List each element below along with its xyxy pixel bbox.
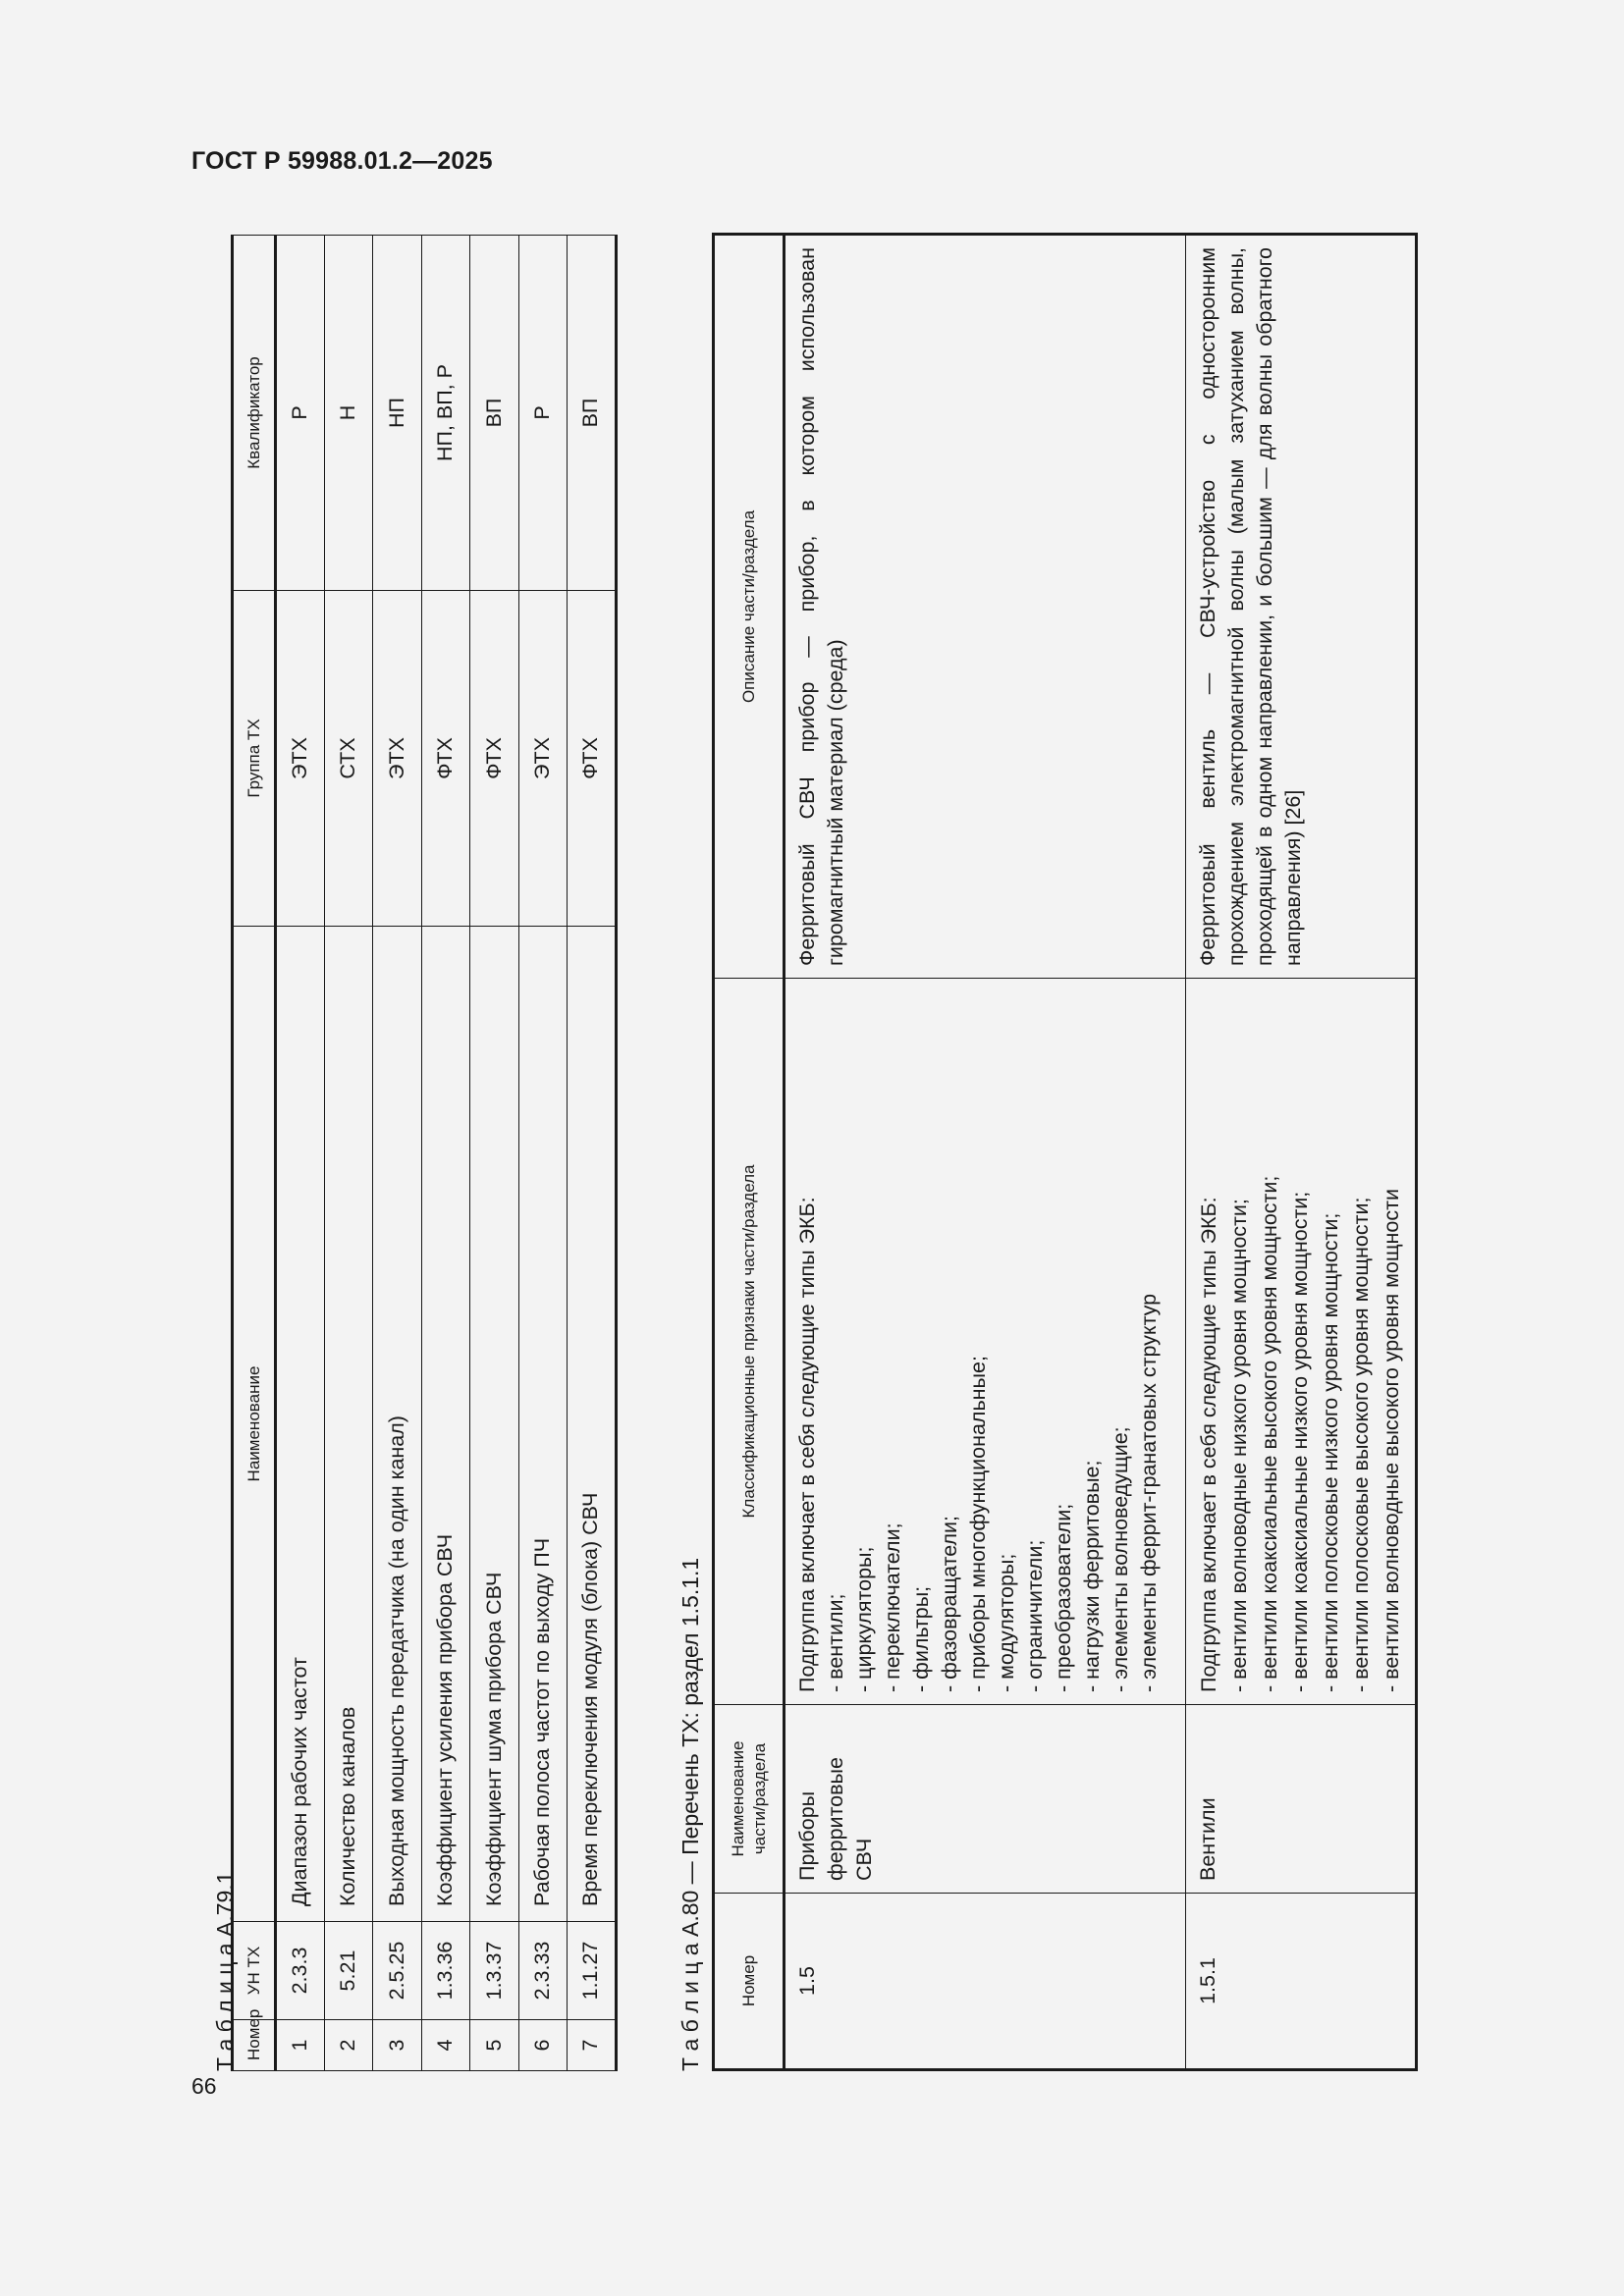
table-row [373, 236, 422, 2071]
cell-code: 1.3.36 [421, 1922, 470, 2020]
cell-code: 1.3.37 [470, 1922, 519, 2020]
features-intro: Подгруппа включает в себя следующие типы ЭКБ: [1197, 1197, 1220, 1692]
cell-number: 4 [421, 2020, 470, 2071]
list-item: - фильтры; [909, 1585, 933, 1692]
rotated-landscape-content [187, 236, 1403, 2071]
cell-qualifier: Р [518, 236, 568, 591]
table-a79-header-row [233, 236, 276, 2071]
table-row [470, 236, 519, 2071]
table-row [518, 236, 568, 2071]
cell-group: СТХ [324, 591, 373, 927]
list-item: - вентили волноводные высокого уровня мощности [1380, 1189, 1403, 1692]
table-a80-col-features: Классификационные признаки части/раздела [714, 979, 785, 1705]
table-a79-col-name: Наименование [233, 927, 276, 1922]
cell-name: Рабочая полоса частот по выходу ПЧ [518, 927, 568, 1922]
list-item: - ограничители; [1023, 1539, 1047, 1692]
cell-group: ФТХ [568, 591, 617, 927]
list-item: - вентили полосковые низкого уровня мощности; [1319, 1212, 1342, 1692]
cell-qualifier: ВП [470, 236, 519, 591]
table-a80-caption: Т а б л и ц а А.80 — Перечень ТХ: раздел 1.5.1.1 [677, 1557, 703, 2071]
list-item: - вентили полосковые высокого уровня мощности; [1349, 1197, 1373, 1692]
cell-name: Коэффициент шума прибора СВЧ [470, 927, 519, 1922]
table-a80-header-row [714, 235, 785, 2070]
cell-features [785, 979, 1186, 1705]
cell-number: 1 [276, 2020, 325, 2071]
list-item: - вентили; [824, 1593, 847, 1692]
cell-code: 2.3.3 [276, 1922, 325, 2020]
table-a80-col-description: Описание части/раздела [714, 235, 785, 979]
list-item: - элементы волноведущие; [1109, 1426, 1132, 1692]
table-a79-caption: Т а б л и ц а А.79.1 [212, 1871, 238, 2071]
cell-number: 7 [568, 2020, 617, 2071]
table-row [785, 235, 1186, 2070]
list-item: - циркуляторы; [852, 1546, 876, 1692]
table-a80-col-name: Наименование части/раздела [714, 1705, 785, 1894]
cell-qualifier: Н [324, 236, 373, 591]
list-item: - модуляторы; [995, 1553, 1018, 1692]
cell-name: Количество каналов [324, 927, 373, 1922]
table-row [1186, 235, 1417, 2070]
page-number: 66 [191, 2073, 217, 2099]
cell-description: Ферритовый СВЧ прибор — прибор, в котором использован гиромагнитный материал (среда) [785, 235, 1186, 979]
cell-name: Выходная мощность передатчика (на один канал) [373, 927, 422, 1922]
list-item: - преобразователи; [1052, 1503, 1075, 1692]
cell-code: 2.5.25 [373, 1922, 422, 2020]
cell-number: 5 [470, 2020, 519, 2071]
cell-group: ЭТХ [373, 591, 422, 927]
cell-number: 1.5 [785, 1894, 1186, 2070]
list-item: - вентили волноводные низкого уровня мощности; [1227, 1199, 1251, 1692]
cell-features [1186, 979, 1417, 1705]
table-a79-col-group: Группа ТХ [233, 591, 276, 927]
cell-code: 2.3.33 [518, 1922, 568, 2020]
table-row [421, 236, 470, 2071]
features-list [1224, 990, 1407, 1692]
list-item: - вентили коаксиальные низкого уровня мощности; [1288, 1191, 1312, 1692]
cell-number: 6 [518, 2020, 568, 2071]
table-a79-col-code: УН ТХ [233, 1922, 276, 2020]
list-item: - приборы многофункциональные; [966, 1356, 990, 1692]
table-row [324, 236, 373, 2071]
table-a80 [712, 233, 1418, 2071]
cell-description: Ферритовый вентиль — СВЧ-устройство с односторонним прохождением электромагнитной волны (малым затуханием волны, проходящей в одном направлении, и большим — для волны обратного направления) [26] [1186, 235, 1417, 979]
table-row [276, 236, 325, 2071]
features-intro: Подгруппа включает в себя следующие типы ЭКБ: [795, 1197, 819, 1692]
table-a80-col-number: Номер [714, 1894, 785, 2070]
cell-qualifier: Р [276, 236, 325, 591]
table-a79-col-qualifier: Квалификатор [233, 236, 276, 591]
document-header: ГОСТ Р 59988.01.2—2025 [191, 147, 493, 175]
cell-code: 5.21 [324, 1922, 373, 2020]
cell-name: Диапазон рабочих частот [276, 927, 325, 1922]
cell-code: 1.1.27 [568, 1922, 617, 2020]
cell-name: Вентили [1186, 1705, 1417, 1894]
list-item: - элементы феррит-гранатовых структур [1137, 1293, 1161, 1692]
table-a79-col-number: Номер [233, 2020, 276, 2071]
table-a79 [231, 235, 618, 2071]
cell-group: ФТХ [470, 591, 519, 927]
cell-group: ФТХ [421, 591, 470, 927]
features-list [822, 990, 1164, 1692]
list-item: - вентили коаксиальные высокого уровня мощности; [1258, 1175, 1281, 1692]
cell-qualifier: ВП [568, 236, 617, 591]
cell-name: Приборы ферритовые СВЧ [785, 1705, 1186, 1894]
cell-qualifier: НП, ВП, Р [421, 236, 470, 591]
cell-number: 1.5.1 [1186, 1894, 1417, 2070]
table-row [568, 236, 617, 2071]
cell-number: 2 [324, 2020, 373, 2071]
list-item: - переключатели; [881, 1522, 904, 1692]
cell-name: Коэффициент усиления прибора СВЧ [421, 927, 470, 1922]
cell-group: ЭТХ [518, 591, 568, 927]
list-item: - фазовращатели; [938, 1516, 961, 1692]
list-item: - нагрузки ферритовые; [1080, 1460, 1104, 1692]
cell-name: Время переключения модуля (блока) СВЧ [568, 927, 617, 1922]
cell-number: 3 [373, 2020, 422, 2071]
cell-group: ЭТХ [276, 591, 325, 927]
cell-qualifier: НП [373, 236, 422, 591]
